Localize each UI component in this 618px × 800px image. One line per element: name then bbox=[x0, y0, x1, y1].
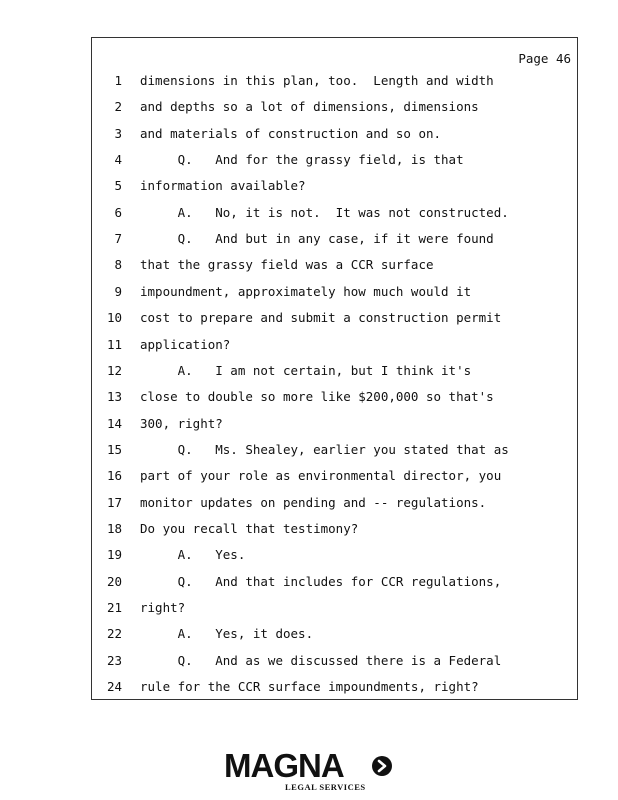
line-text: information available? bbox=[140, 178, 306, 194]
line-text: A. I am not certain, but I think it's bbox=[140, 362, 472, 378]
logo-subtitle: LEGAL SERVICES bbox=[285, 782, 366, 792]
line-number: 17 bbox=[106, 494, 122, 510]
line-number: 23 bbox=[106, 652, 122, 668]
line-number: 12 bbox=[106, 362, 122, 378]
logo-word: MAGNA bbox=[224, 747, 344, 784]
line-text: 300, right? bbox=[140, 415, 223, 431]
line-number: 21 bbox=[106, 600, 122, 615]
line-number: 19 bbox=[106, 547, 122, 563]
line-number: 20 bbox=[106, 573, 122, 589]
line-number: 9 bbox=[114, 283, 122, 299]
line-number: 8 bbox=[114, 257, 122, 273]
line-number: 6 bbox=[114, 204, 122, 220]
line-number: 11 bbox=[106, 336, 122, 352]
line-text: part of your role as environmental director, you bbox=[140, 468, 502, 484]
line-number: 16 bbox=[106, 468, 122, 484]
line-text: impoundment, approximately how much would it bbox=[140, 283, 472, 299]
line-number: 14 bbox=[106, 415, 122, 431]
line-number: 10 bbox=[106, 310, 122, 326]
line-number: 24 bbox=[106, 679, 122, 695]
line-text: Q. And that includes for CCR regulations, bbox=[140, 573, 502, 589]
magna-logo bbox=[224, 748, 424, 798]
transcript-page bbox=[91, 37, 578, 700]
line-text: A. No, it is not. It was not constructed. bbox=[140, 204, 509, 220]
line-number: 7 bbox=[114, 231, 122, 247]
line-text: Do you recall that testimony? bbox=[140, 520, 359, 536]
line-text: Q. Ms. Shealey, earlier you stated that as bbox=[140, 441, 509, 457]
line-number: 3 bbox=[114, 125, 122, 141]
line-text: Q. And for the grassy field, is that bbox=[140, 152, 464, 168]
chevron-right-icon bbox=[372, 756, 392, 776]
line-text: dimensions in this plan, too. Length and width bbox=[140, 73, 494, 88]
line-text: monitor updates on pending and -- regulations. bbox=[140, 494, 487, 510]
line-number: 5 bbox=[114, 178, 122, 194]
line-text: cost to prepare and submit a construction permit bbox=[140, 310, 502, 326]
line-text: Q. And but in any case, if it were found bbox=[140, 231, 494, 247]
line-number: 4 bbox=[114, 152, 122, 168]
line-text: Q. And as we discussed there is a Federal bbox=[140, 652, 502, 668]
line-text: close to double so more like $200,000 so that's bbox=[140, 389, 494, 405]
line-text: that the grassy field was a CCR surface bbox=[140, 257, 434, 273]
line-number: 13 bbox=[106, 389, 122, 405]
line-number: 22 bbox=[106, 626, 122, 642]
line-number: 15 bbox=[106, 441, 122, 457]
line-text: rule for the CCR surface impoundments, right? bbox=[140, 679, 479, 695]
line-text: application? bbox=[140, 336, 231, 352]
page-number: Page 46 bbox=[518, 51, 571, 66]
line-number: 18 bbox=[106, 520, 122, 536]
line-number: 2 bbox=[114, 99, 122, 115]
line-text: right? bbox=[140, 600, 186, 615]
line-text: and depths so a lot of dimensions, dimensions bbox=[140, 99, 479, 115]
line-number: 1 bbox=[114, 73, 122, 88]
line-text: A. Yes. bbox=[140, 547, 246, 563]
line-text: and materials of construction and so on. bbox=[140, 125, 442, 141]
line-text: A. Yes, it does. bbox=[140, 626, 314, 642]
